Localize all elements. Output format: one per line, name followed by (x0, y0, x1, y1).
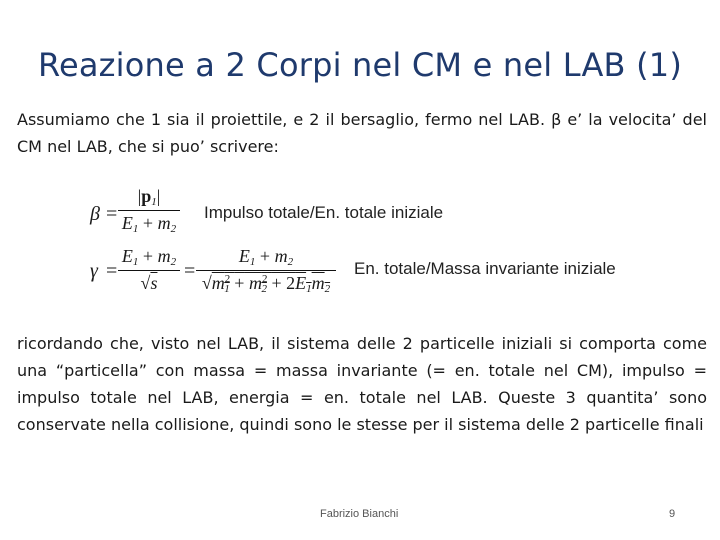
beta-denominator: $E_1 + m_2$ (121, 213, 177, 235)
gamma-equals-1: = (106, 260, 118, 282)
body-paragraph: ricordando che, visto nel LAB, il sistema delle 2 particelle iniziali si comporta come una “particella” con massa = massa invariante (= en. totale nel CM), impulso = impulso totale nel LAB, energia = en. totale nel LAB. Queste 3 quantita’ sono conservate nella collisione, quindi sono le stesse per il sistema delle 2 particelle finali (17, 334, 707, 434)
gamma-denominator-1: √s (140, 273, 158, 293)
gamma-equals-2: = (184, 260, 196, 282)
gamma-numerator-1: $E_1 + m_2$ (121, 246, 177, 268)
gamma-symbol: γ (90, 260, 98, 282)
gamma-fraction-1 (118, 246, 180, 294)
beta-equals: = (106, 203, 118, 225)
beta-fraction-bar (118, 210, 180, 211)
intro-paragraph: Assumiamo che 1 sia il proiettile, e 2 il bersaglio, fermo nel LAB. β e’ la velocita’ del CM nel LAB, che si puo’ scrivere: (17, 110, 707, 156)
footer-author: Fabrizio Bianchi (320, 508, 399, 520)
beta-symbol: β (90, 203, 100, 225)
beta-description: Impulso totale/En. totale iniziale (204, 203, 444, 222)
gamma-description: En. totale/Massa invariante iniziale (354, 259, 616, 278)
gamma-numerator-2: $E_1 + m_2$ (238, 246, 294, 268)
gamma-denominator-2: $√m^2_1 + m^2_2 + 2E_1m_2$ (201, 273, 331, 295)
gamma-fraction-bar-1 (118, 270, 180, 271)
beta-numerator: $|p_1|$ (137, 186, 161, 208)
gamma-fraction-2 (196, 246, 336, 295)
gamma-fraction-bar-2 (196, 270, 336, 271)
page-number: 9 (669, 508, 676, 520)
slide-title: Reazione a 2 Corpi nel CM e nel LAB (1) (37, 46, 683, 84)
beta-fraction (118, 186, 180, 235)
